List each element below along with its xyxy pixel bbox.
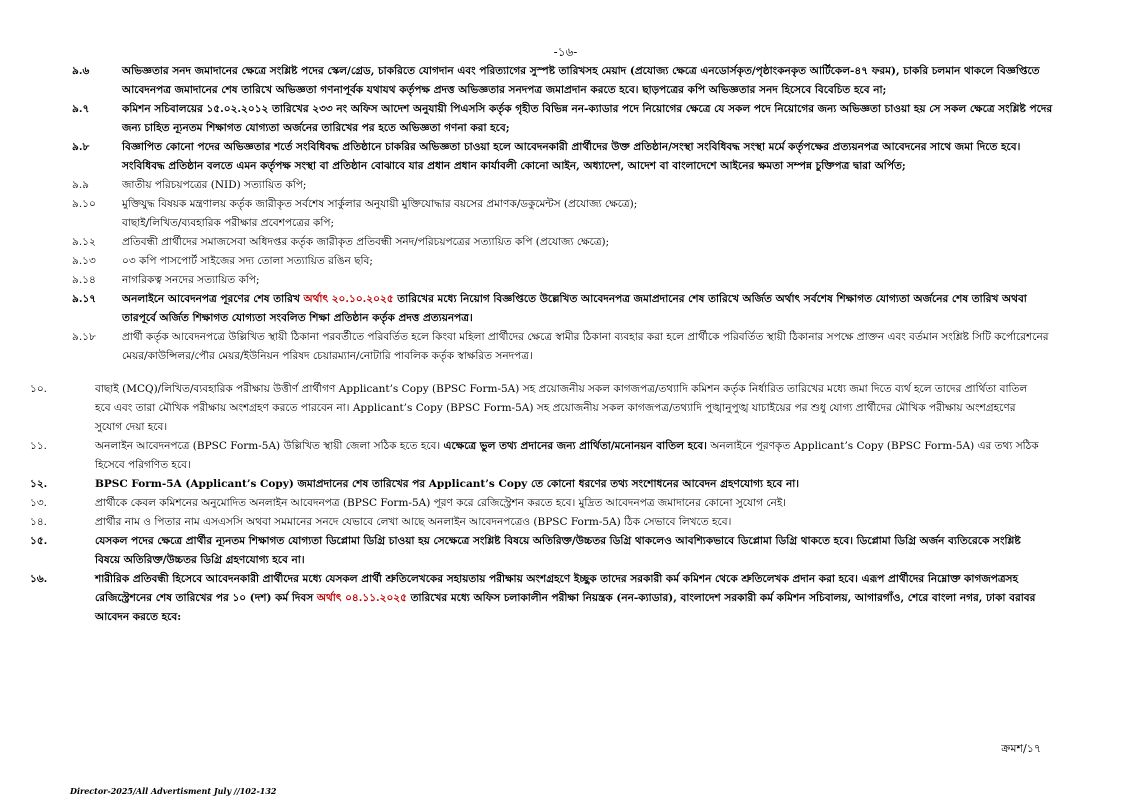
- text-run: প্রার্থী কর্তৃক আবেদনপত্রে উল্লিখিত স্থায়ী ঠিকানা পরবর্তীতে পরিবর্তিত হলে কিংবা মহিলা প্রার্থীদের ক্ষেত্রে স্বামীর ঠিকানা ব্যবহার করা হলে প্রার্থীকে পরিবর্তিত স্থায়ী ঠিকানার সপক্ষে প্রাক্তন এবং বর্তমান সংশ্লিষ্ট সিটি কর্পোরেশনের মেয়র/কাউন্সিলর/পৌর মেয়র/ইউনিয়ন পরিষদ চেয়ারম্যান/নোটারি পাবলিক কর্তৃক স্বাক্ষরিত সনদপত্র।: [122, 331, 1049, 362]
- item-number: ১৫.: [30, 535, 48, 547]
- item-text: [122, 271, 1059, 290]
- text-run: অনলাইনে আবেদনপত্র পূরণের শেষ তারিখ: [122, 293, 304, 305]
- text-run: ০৩ কপি পাসপোর্ট সাইজের সদ্য তোলা সত্যায়িত রঙিন ছবি;: [122, 255, 373, 267]
- item-number: ৯.১৪: [72, 274, 96, 286]
- text-run: এক্ষেত্রে ভুল তথ্য প্রদানের জন্য প্রার্থিতা/মনোনয়ন বাতিল হবে।: [443, 440, 707, 452]
- item-text: [95, 570, 1041, 627]
- item-text: [122, 195, 1059, 214]
- item-number: ৯.১২: [72, 236, 96, 248]
- text-run: অনলাইনে পূরণকৃত Applicant’s Copy (BPSC Form-5A) এর তথ্য সঠিক হিসেবে পরিগণিত হবে।: [95, 440, 1039, 471]
- item-text: [122, 252, 1059, 271]
- text-run: প্রার্থীর নাম ও পিতার নাম এসএসসি অথবা সমমানের সনদে যেভাবে লেখা আছে অনলাইন আবেদনপত্রেও (BPSC Form-5A) ঠিক সেভাবে লিখতে হবে।: [95, 516, 732, 528]
- text-run: নাগরিকত্ব সনদের সত্যায়িত কপি;: [122, 274, 260, 286]
- list-item: [0, 494, 1131, 513]
- item-text: [95, 494, 1041, 513]
- item-text: [122, 138, 1059, 176]
- section-gap: [0, 366, 1131, 380]
- list-item: [0, 271, 1131, 290]
- list-item: [0, 437, 1131, 475]
- item-number: ১১.: [30, 440, 47, 452]
- footer-reference: Director-2025/All Advertisment July //102-132: [70, 786, 277, 796]
- page-number: -১৬-: [553, 45, 578, 59]
- continued-marker: ক্রমশ/১৭: [1001, 742, 1041, 755]
- item-number: ৯.৯: [72, 179, 89, 191]
- list-item: [0, 475, 1131, 494]
- list-item: [0, 176, 1131, 195]
- item-number: ৯.১০: [72, 198, 96, 210]
- list-item: [0, 62, 1131, 100]
- item-number: ১০.: [30, 383, 47, 395]
- list-item: [0, 380, 1131, 437]
- item-text: [95, 437, 1041, 475]
- item-number: ৯.৮: [72, 141, 90, 153]
- item-number: ৯.৬: [72, 65, 90, 77]
- list-item: [0, 328, 1131, 366]
- item-text: [122, 233, 1059, 252]
- item-number: ১৬.: [30, 573, 48, 585]
- list-item: [0, 195, 1131, 214]
- item-number: ১৪.: [30, 516, 47, 528]
- text-run: BPSC Form-5A (Applicant’s Copy) জমাপ্রদানের শেষ তারিখের পর Applicant’s Copy তে কোনো ধরণের তথ্য সংশোধনের আবেদন গ্রহণযোগ্য হবে না।: [95, 478, 800, 490]
- item-text: [95, 513, 1041, 532]
- list-item: [0, 138, 1131, 176]
- list-item: [0, 532, 1131, 570]
- item-text: [122, 328, 1059, 366]
- list-item: [0, 513, 1131, 532]
- text-run: জাতীয় পরিচয়পত্রের (NID) সত্যায়িত কপি;: [122, 179, 307, 191]
- text-run: মুক্তিযুদ্ধ বিষয়ক মন্ত্রণালয় কর্তৃক জারীকৃত সর্বশেষ সার্কুলার অনুযায়ী মুক্তিযোদ্ধার বয়সের প্রমাণক/ডকুমেন্টস (প্রযোজ্য ক্ষেত্রে);: [122, 198, 638, 210]
- item-text: [122, 100, 1059, 138]
- item-number: ১৩.: [30, 497, 47, 509]
- highlight-date: অর্থাৎ ২০.১০.২০২৫: [303, 293, 394, 305]
- text-run: প্রার্থীকে কেবল কমিশনের অনুমোদিত অনলাইন আবেদনপত্র (BPSC Form-5A) পূরণ করে রেজিস্ট্রেশন করতে হবে। মুদ্রিত আবেদনপত্র জমাদানের কোনো সুযোগ নেই।: [95, 497, 787, 509]
- item-text: [122, 176, 1059, 195]
- text-run: কমিশন সচিবালয়ের ১৫.০২.২০১২ তারিখের ২৩৩ নং অফিস আদেশ অনুযায়ী পিএসসি কর্তৃক গৃহীত বিভিন্ন নন-ক্যাডার পদে নিয়োগের ক্ষেত্রে যে সকল পদে নিয়োগের জন্য অভিজ্ঞতা চাওয়া হয় সে সকল ক্ষেত্রে সংশ্লিষ্ট পদের জন্য চাহিত ন্যূনতম শিক্ষাগত যোগ্যতা অর্জনের তারিখের পর হতে অভিজ্ঞতা গণনা করা হবে;: [122, 103, 1053, 134]
- item-number: ৯.৭: [72, 103, 90, 115]
- text-run: বিজ্ঞাপিত কোনো পদের অভিজ্ঞতার শর্তে সংবিধিবদ্ধ প্রতিষ্ঠানে চাকরির অভিজ্ঞতা চাওয়া হলে আবেদনকারী প্রার্থীদের উক্ত প্রতিষ্ঠান/সংস্থা সংবিধিবদ্ধ সংস্থা মর্মে কর্তৃপক্ষের প্রত্যয়নপত্র আবেদনের সাথে জমা দিতে হবে। সংবিধিবদ্ধ প্রতিষ্ঠান বলতে এমন কর্তৃপক্ষ সংস্থা বা প্রতিষ্ঠান বোঝাবে যার প্রধান প্রধান কার্যাবলী কোনো আইন, অধ্যাদেশ, আদেশ বা বাংলাদেশে আইনের ক্ষমতা সম্পন্ন চুক্তিপত্র দ্বারা অর্পিত;: [122, 141, 1021, 172]
- list-item: [0, 252, 1131, 271]
- list-item: [0, 290, 1131, 328]
- text-run: শারীরিক প্রতিবন্ধী হিসেবে আবেদনকারী প্রার্থীদের মধ্যে যেসকল প্রার্থী শ্রুতিলেখকের সহায়তায় পরীক্ষায় অংশগ্রহণে ইচ্ছুক তাদের সরকারী কর্ম কমিশন থেকে শ্রুতিলেখক প্রদান করা হবে। এরূপ প্রার্থীদের নিম্নোক্ত কাগজপত্রসহ রেজিস্ট্রেশনের শেষ তারিখের পর ১০ (দশ) কর্ম দিবস: [95, 573, 1019, 604]
- text-run: তারিখের মধ্যে নিয়োগ বিজ্ঞপ্তিতে উল্লেখিত আবেদনপত্র জমাপ্রদানের শেষ তারিখে অর্জিত অর্থাৎ সর্বশেষ শিক্ষাগত যোগ্যতা অর্জনের শেষ তারিখ অথবা তারপূর্বে অর্জিত শিক্ষাগত যোগ্যতা সংবলিত শিক্ষা প্রতিষ্ঠান কর্তৃক প্রদত্ত প্রত্যয়নপত্র।: [122, 293, 1027, 324]
- item-text: [95, 380, 1041, 437]
- item-number: ৯.১৮: [72, 331, 96, 343]
- text-run: বাছাই (MCQ)/লিখিত/ব্যবহারিক পরীক্ষায় উত্তীর্ণ প্রার্থীগণ Applicant’s Copy (BPSC Form-5A) সহ প্রয়োজনীয় সকল কাগজপত্র/তথ্যাদি কমিশন কর্তৃক নির্ধারিত তারিখের মধ্যে জমা দিতে ব্যর্থ হলে তাদের প্রার্থিতা বাতিল হবে এবং তারা মৌখিক পরীক্ষায় অংশগ্রহণ করতে পারবেন না। Applicant’s Copy (BPSC Form-5A) সহ প্রয়োজনীয় সকল কাগজপত্র/তথ্যাদি পুঙ্খানুপুঙ্খ যাচাইয়ের পর শুধু যোগ্য প্রার্থীদের মৌখিক পরীক্ষায় অংশগ্রহণের সুযোগ দেয়া হবে।: [95, 383, 1028, 433]
- text-run: বাছাই/লিখিত/ব্যবহারিক পরীক্ষার প্রবেশপত্রের কপি;: [122, 217, 335, 229]
- text-run: প্রতিবন্ধী প্রার্থীদের সমাজসেবা অধিদপ্তর কর্তৃক জারীকৃত প্রতিবন্ধী সনদ/পরিচয়পত্রের সত্যায়িত কপি (প্রযোজ্য ক্ষেত্রে);: [122, 236, 610, 248]
- item-text: [122, 290, 1059, 328]
- list-item: [0, 214, 1131, 233]
- text-run: অনলাইন আবেদনপত্রে (BPSC Form-5A) উল্লিখিত স্থায়ী জেলা সঠিক হতে হবে।: [95, 440, 444, 452]
- list-item: [0, 233, 1131, 252]
- item-number: ১২.: [30, 478, 48, 490]
- item-text: [95, 475, 1041, 494]
- item-text: [122, 62, 1059, 100]
- item-text: [122, 214, 1059, 233]
- list-item: [0, 570, 1131, 627]
- list-item: [0, 100, 1131, 138]
- item-text: [95, 532, 1041, 570]
- text-run: অভিজ্ঞতার সনদ জমাদানের ক্ষেত্রে সংশ্লিষ্ট পদের স্কেল/গ্রেড, চাকরিতে যোগদান এবং পরিত্যাগের সুস্পষ্ট তারিখসহ মেয়াদ (প্রযোজ্য ক্ষেত্রে এনডোর্সকৃত/পৃষ্ঠাংকনকৃত আর্টিকেল-৪৭ ফরম), চাকরি চলমান থাকলে বিজ্ঞপ্তিতে আবেদনপত্র জমাদানের শেষ তারিখে অভিজ্ঞতা গণনাপূর্বক যথাযথ কর্তৃপক্ষ প্রদত্ত অভিজ্ঞতার সনদপত্র জমাপ্রদান করতে হবে। ছাড়পত্রের কপি অভিজ্ঞতার সনদ হিসেবে বিবেচিত হবে না;: [122, 65, 1040, 96]
- text-run: তারিখের মধ্যে অফিস চলাকালীন পরীক্ষা নিয়ন্ত্রক (নন-ক্যাডার), বাংলাদেশ সরকারী কর্ম কমিশন সচিবালয়, আগারগাঁও, শেরে বাংলা নগর, ঢাকা বরাবর আবেদন করতে হবে:: [95, 592, 1036, 623]
- text-run: যেসকল পদের ক্ষেত্রে প্রার্থীর ন্যূনতম শিক্ষাগত যোগ্যতা ডিপ্লোমা ডিগ্রি চাওয়া হয় সেক্ষেত্রে সংশ্লিষ্ট বিষয়ে অতিরিক্ত/উচ্চতর ডিগ্রি থাকলেও আবশ্যিকভাবে ডিপ্লোমা ডিগ্রি থাকতে হবে। ডিপ্লোমা ডিগ্রি অর্জন ব্যতিরেকে সংশ্লিষ্ট বিষয়ে অতিরিক্ত/উচ্চতর ডিগ্রি গ্রহণযোগ্য হবে না।: [95, 535, 1021, 566]
- highlight-date: অর্থাৎ ০৪.১১.২০২৫: [316, 592, 407, 604]
- instructions-list: [0, 62, 1131, 627]
- item-number: ৯.১৭: [72, 293, 97, 305]
- item-number: ৯.১৩: [72, 255, 96, 267]
